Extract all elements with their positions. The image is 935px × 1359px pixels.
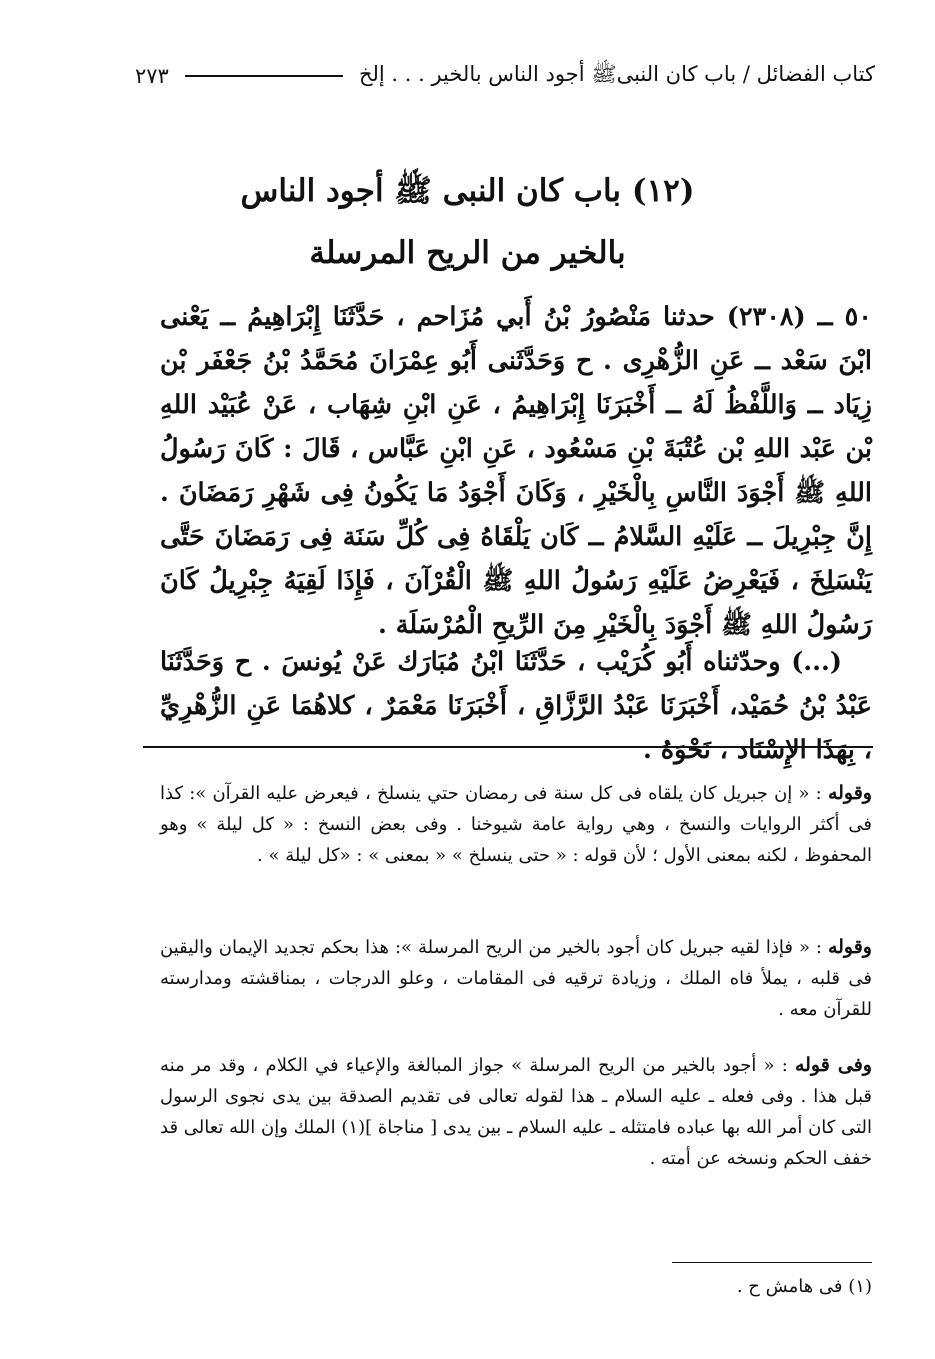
commentary-paragraph-2 (160, 932, 872, 1025)
commentary-keyword: وقوله (827, 782, 872, 804)
commentary-keyword: وقوله (827, 936, 872, 958)
commentary-text: : « إن جبريل كان يلقاه فى كل سنة فى رمضان حتي ينسلخ ، فيعرض عليه القرآن »: كذا فى أكثر الروايات والنسخ ، وهي رواية عامة شيوخنا . وفى بعض النسخ : « كل ليلة » وهو المحفوظ ، لكنه بمعنى الأول ؛ لأن قوله : « حتى ينسلخ » « بمعنى » : «كل ليلة » . (160, 783, 872, 866)
chapter-title-line-2: بالخير من الريح المرسلة (309, 235, 626, 271)
footnote: (١) فى هامش ح . (736, 1276, 872, 1297)
hadith-text-secondary (160, 640, 872, 772)
page-number: ٢٧٣ (135, 64, 169, 88)
commentary-separator-rule (143, 746, 873, 748)
commentary-paragraph-3 (160, 1050, 872, 1174)
footnote-rule (672, 1262, 872, 1263)
commentary-keyword: وفى قوله (794, 1054, 872, 1076)
commentary-text: : « أجود بالخير من الريح المرسلة » جواز المبالغة والإعياء في الكلام ، وقد مر منه قبل هذا . وفى فعله ـ عليه السلام ـ هذا لقوله تعالى فى تقديم الصدقة بين يدى نجوى الرسول التى كان أمر الله بها عباده فامتثله ـ عليه السلام ـ بين يدى [ مناجاة ](١) الملك وإن الله تعالى قد خفف الحكم ونسخه عن أمته . (160, 1055, 872, 1169)
hadith-text-main: ٥٠ ــ (٢٣٠٨) حدثنا مَنْصُورُ بْنُ أَبي مُزَاحم ، حَدَّثَنَا إِبْرَاهِيمُ ــ يَعْنى ابْنَ سَعْد ــ عَنِ الزُّهْرِى . ح وَحَدَّثَنى أَبُو عِمْرَانَ مُحَمَّدُ بْنُ جَعْفَر بْن زِيَاد ــ وَاللَّفْظُ لَهُ ــ أَخْبَرَنَا إِبْرَاهِيمُ ، عَنِ ابْنِ شِهَاب ، عَنْ عُبَيْد اللهِ بْن عَبْد اللهِ بْن عُتْبَةَ بْنِ مَسْعُود ، عَنِ ابْنِ عَبَّاس ، قَالَ : كَانَ رَسُولُ اللهِ ﷺ أَجْوَدَ النَّاسِ بِالْخَيْرِ ، وَكَانَ أَجْوَدُ مَا يَكُونُ فِى شَهْرِ رَمَضَانَ . إِنَّ جِبْرِيلَ ــ عَلَيْهِ السَّلامُ ــ كَان يَلْقَاهُ فِى كُلِّ سَنَة فِى رَمَضَانَ حَتَّى يَنْسَلِخَ ، فَيَعْرِضُ عَلَيْهِ رَسُولُ اللهِ ﷺ الْقُرْآنَ ، فَإِذَا لَقِيَهُ جِبْرِيلُ كَانَ رَسُولُ اللهِ ﷺ أَجْوَدَ بِالْخَيْرِ مِنَ الرِّيحِ الْمُرْسَلَة . (160, 302, 873, 640)
hadith-secondary-body: (...) وحدّثناه أَبُو كُرَيْب ، حَدَّثَنَا ابْنُ مُبَارَك عَنْ يُونسَ . ح وَحَدَّثَنَا عَبْدُ بْنُ حُمَيْد، أَخْبَرَنَا عَبْدُ الرَّزَّاقِ ، أَخْبَرَنَا مَعْمَرٌ ، كلاهُمَا عَنِ الزُّهْرِيِّ ، بِهَذَا الإِسْنَاد ، نَحْوَهُ . (160, 647, 872, 765)
commentary-text: : « فإذا لقيه جبريل كان أجود بالخير من الريح المرسلة »: هذا بحكم تجديد الإيمان واليقين فى قلبه ، يملأ فاه الملك ، وزيادة ترقيه فى المقامات ، وعلو الدرجات ، بمناقشته ومدارسته للقرآن معه . (160, 937, 872, 1020)
running-title: كتاب الفضائل / باب كان النبىﷺ أجود الناس بالخير . . . إلخ (358, 61, 875, 86)
header-rule (185, 75, 343, 77)
running-header (135, 58, 875, 94)
commentary-paragraph-1 (160, 778, 872, 871)
chapter-title-line-1: (١٢) باب كان النبى ﷺ أجود الناس (240, 173, 695, 209)
